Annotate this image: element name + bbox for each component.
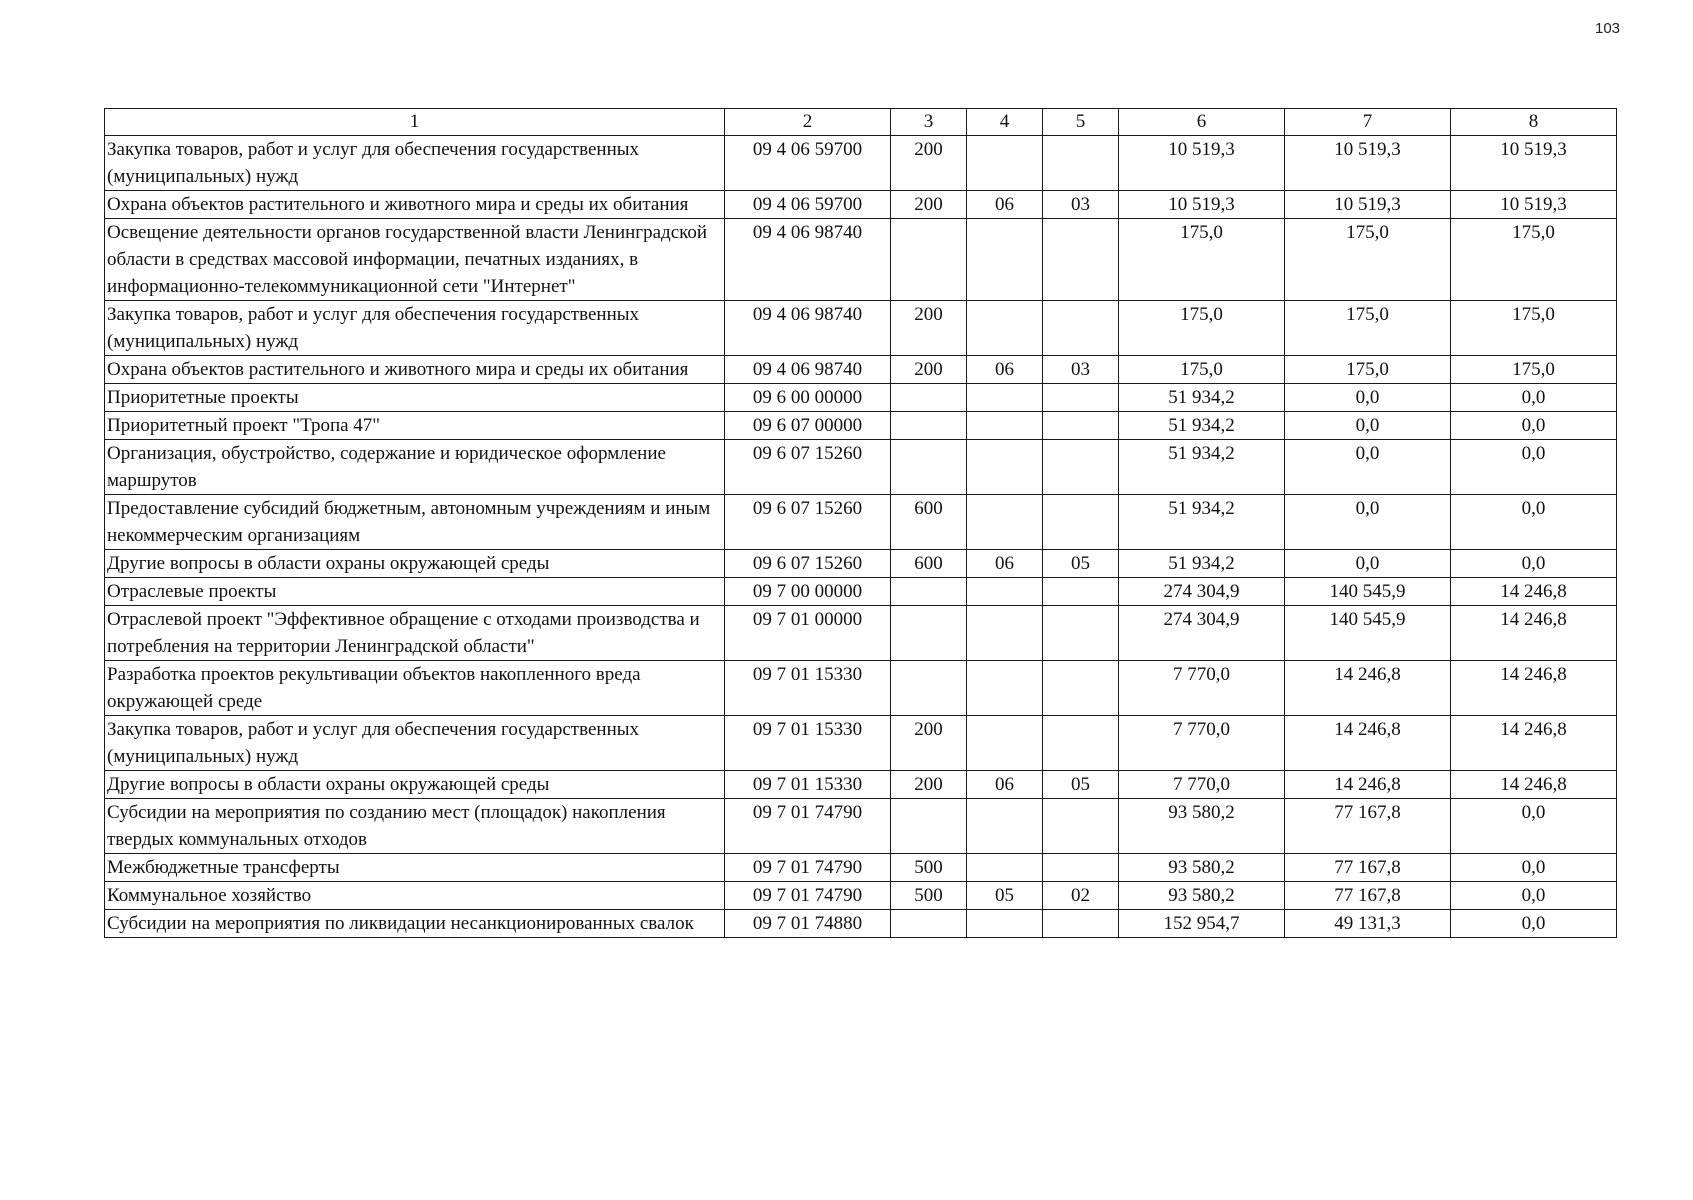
expense-type-cell: 200	[891, 771, 967, 799]
amount-year3-cell: 0,0	[1451, 440, 1617, 495]
subsection-cell	[1043, 219, 1119, 301]
row-name-cell: Отраслевые проекты	[105, 578, 725, 606]
table-row	[105, 882, 1617, 910]
table-row	[105, 495, 1617, 550]
subsection-cell	[1043, 716, 1119, 771]
amount-year3-cell: 0,0	[1451, 550, 1617, 578]
row-name-cell: Закупка товаров, работ и услуг для обеспечения государственных (муниципальных) нужд	[105, 301, 725, 356]
code-cell: 09 6 07 00000	[725, 412, 891, 440]
section-cell	[967, 301, 1043, 356]
row-name-cell: Охрана объектов растительного и животного мира и среды их обитания	[105, 191, 725, 219]
code-cell: 09 4 06 98740	[725, 219, 891, 301]
header-cell: 8	[1451, 109, 1617, 136]
amount-year3-cell: 0,0	[1451, 910, 1617, 938]
table-row	[105, 771, 1617, 799]
expense-type-cell	[891, 578, 967, 606]
expense-type-cell: 200	[891, 191, 967, 219]
amount-year1-cell: 51 934,2	[1119, 440, 1285, 495]
code-cell: 09 4 06 59700	[725, 191, 891, 219]
section-cell	[967, 578, 1043, 606]
amount-year1-cell: 51 934,2	[1119, 412, 1285, 440]
amount-year3-cell: 0,0	[1451, 799, 1617, 854]
row-name-cell: Коммунальное хозяйство	[105, 882, 725, 910]
amount-year2-cell: 10 519,3	[1285, 191, 1451, 219]
amount-year3-cell: 0,0	[1451, 384, 1617, 412]
subsection-cell	[1043, 661, 1119, 716]
row-name-cell: Предоставление субсидий бюджетным, автономным учреждениям и иным некоммерческим организациям	[105, 495, 725, 550]
amount-year1-cell: 7 770,0	[1119, 716, 1285, 771]
subsection-cell: 05	[1043, 550, 1119, 578]
table-row	[105, 412, 1617, 440]
section-cell	[967, 606, 1043, 661]
amount-year2-cell: 49 131,3	[1285, 910, 1451, 938]
expense-type-cell	[891, 799, 967, 854]
expense-type-cell	[891, 412, 967, 440]
amount-year2-cell: 0,0	[1285, 412, 1451, 440]
section-cell	[967, 384, 1043, 412]
amount-year1-cell: 10 519,3	[1119, 136, 1285, 191]
amount-year2-cell: 140 545,9	[1285, 606, 1451, 661]
table-row	[105, 910, 1617, 938]
amount-year3-cell: 14 246,8	[1451, 716, 1617, 771]
section-cell	[967, 854, 1043, 882]
header-cell: 1	[105, 109, 725, 136]
amount-year1-cell: 10 519,3	[1119, 191, 1285, 219]
amount-year3-cell: 175,0	[1451, 301, 1617, 356]
amount-year3-cell: 14 246,8	[1451, 771, 1617, 799]
amount-year3-cell: 10 519,3	[1451, 191, 1617, 219]
row-name-cell: Организация, обустройство, содержание и юридическое оформление маршрутов	[105, 440, 725, 495]
amount-year1-cell: 51 934,2	[1119, 495, 1285, 550]
amount-year1-cell: 274 304,9	[1119, 606, 1285, 661]
expense-type-cell: 500	[891, 854, 967, 882]
row-name-cell: Охрана объектов растительного и животного мира и среды их обитания	[105, 356, 725, 384]
expense-type-cell: 200	[891, 301, 967, 356]
code-cell: 09 7 01 74790	[725, 799, 891, 854]
code-cell: 09 6 07 15260	[725, 440, 891, 495]
subsection-cell	[1043, 854, 1119, 882]
section-cell	[967, 910, 1043, 938]
amount-year2-cell: 14 246,8	[1285, 771, 1451, 799]
amount-year3-cell: 175,0	[1451, 219, 1617, 301]
subsection-cell	[1043, 301, 1119, 356]
subsection-cell	[1043, 495, 1119, 550]
section-cell: 06	[967, 191, 1043, 219]
amount-year1-cell: 7 770,0	[1119, 771, 1285, 799]
subsection-cell	[1043, 578, 1119, 606]
subsection-cell: 05	[1043, 771, 1119, 799]
header-cell: 6	[1119, 109, 1285, 136]
amount-year3-cell: 14 246,8	[1451, 578, 1617, 606]
table-row	[105, 301, 1617, 356]
section-cell	[967, 799, 1043, 854]
row-name-cell: Субсидии на мероприятия по созданию мест (площадок) накопления твердых коммунальных отходов	[105, 799, 725, 854]
expense-type-cell: 200	[891, 356, 967, 384]
row-name-cell: Освещение деятельности органов государственной власти Ленинградской области в средствах массовой информации, печатных изданиях, в информационно-телекоммуникационной сети "Интернет"	[105, 219, 725, 301]
code-cell: 09 6 07 15260	[725, 550, 891, 578]
amount-year3-cell: 175,0	[1451, 356, 1617, 384]
row-name-cell: Отраслевой проект "Эффективное обращение с отходами производства и потребления на территории Ленинградской области"	[105, 606, 725, 661]
subsection-cell: 03	[1043, 356, 1119, 384]
subsection-cell	[1043, 412, 1119, 440]
table-row	[105, 578, 1617, 606]
amount-year2-cell: 14 246,8	[1285, 661, 1451, 716]
amount-year1-cell: 175,0	[1119, 356, 1285, 384]
section-cell: 06	[967, 771, 1043, 799]
amount-year2-cell: 77 167,8	[1285, 882, 1451, 910]
subsection-cell	[1043, 606, 1119, 661]
header-row	[105, 109, 1617, 136]
row-name-cell: Другие вопросы в области охраны окружающей среды	[105, 550, 725, 578]
header-cell: 5	[1043, 109, 1119, 136]
code-cell: 09 6 07 15260	[725, 495, 891, 550]
section-cell	[967, 661, 1043, 716]
amount-year3-cell: 14 246,8	[1451, 606, 1617, 661]
amount-year1-cell: 93 580,2	[1119, 882, 1285, 910]
amount-year2-cell: 0,0	[1285, 384, 1451, 412]
section-cell	[967, 495, 1043, 550]
expense-type-cell: 600	[891, 550, 967, 578]
code-cell: 09 7 01 74880	[725, 910, 891, 938]
code-cell: 09 7 01 15330	[725, 771, 891, 799]
amount-year3-cell: 10 519,3	[1451, 136, 1617, 191]
code-cell: 09 4 06 59700	[725, 136, 891, 191]
amount-year3-cell: 0,0	[1451, 854, 1617, 882]
expense-type-cell: 500	[891, 882, 967, 910]
table-row	[105, 799, 1617, 854]
section-cell	[967, 716, 1043, 771]
code-cell: 09 4 06 98740	[725, 356, 891, 384]
expense-type-cell	[891, 606, 967, 661]
row-name-cell: Другие вопросы в области охраны окружающей среды	[105, 771, 725, 799]
subsection-cell	[1043, 136, 1119, 191]
amount-year2-cell: 175,0	[1285, 301, 1451, 356]
subsection-cell: 03	[1043, 191, 1119, 219]
row-name-cell: Субсидии на мероприятия по ликвидации несанкционированных свалок	[105, 910, 725, 938]
section-cell	[967, 136, 1043, 191]
amount-year2-cell: 10 519,3	[1285, 136, 1451, 191]
subsection-cell: 02	[1043, 882, 1119, 910]
code-cell: 09 7 01 15330	[725, 661, 891, 716]
code-cell: 09 6 00 00000	[725, 384, 891, 412]
expense-type-cell	[891, 910, 967, 938]
row-name-cell: Разработка проектов рекультивации объектов накопленного вреда окружающей среде	[105, 661, 725, 716]
table-row	[105, 716, 1617, 771]
section-cell: 05	[967, 882, 1043, 910]
subsection-cell	[1043, 799, 1119, 854]
table-row	[105, 661, 1617, 716]
code-cell: 09 7 01 74790	[725, 854, 891, 882]
amount-year2-cell: 140 545,9	[1285, 578, 1451, 606]
page-number: 103	[1595, 20, 1621, 37]
table-row	[105, 550, 1617, 578]
amount-year1-cell: 152 954,7	[1119, 910, 1285, 938]
section-cell: 06	[967, 550, 1043, 578]
table-row	[105, 606, 1617, 661]
amount-year2-cell: 0,0	[1285, 495, 1451, 550]
table-row	[105, 384, 1617, 412]
amount-year2-cell: 0,0	[1285, 440, 1451, 495]
amount-year3-cell: 0,0	[1451, 495, 1617, 550]
table-body	[105, 136, 1617, 938]
subsection-cell	[1043, 440, 1119, 495]
header-cell: 2	[725, 109, 891, 136]
amount-year2-cell: 77 167,8	[1285, 854, 1451, 882]
amount-year2-cell: 14 246,8	[1285, 716, 1451, 771]
amount-year3-cell: 0,0	[1451, 412, 1617, 440]
subsection-cell	[1043, 910, 1119, 938]
section-cell	[967, 412, 1043, 440]
row-name-cell: Закупка товаров, работ и услуг для обеспечения государственных (муниципальных) нужд	[105, 136, 725, 191]
header-cell: 7	[1285, 109, 1451, 136]
amount-year2-cell: 77 167,8	[1285, 799, 1451, 854]
amount-year1-cell: 51 934,2	[1119, 550, 1285, 578]
amount-year1-cell: 175,0	[1119, 301, 1285, 356]
amount-year1-cell: 7 770,0	[1119, 661, 1285, 716]
header-cell: 3	[891, 109, 967, 136]
amount-year1-cell: 93 580,2	[1119, 799, 1285, 854]
expense-type-cell: 200	[891, 716, 967, 771]
table-row	[105, 356, 1617, 384]
amount-year1-cell: 51 934,2	[1119, 384, 1285, 412]
section-cell	[967, 440, 1043, 495]
table-row	[105, 136, 1617, 191]
amount-year2-cell: 175,0	[1285, 356, 1451, 384]
table-row	[105, 219, 1617, 301]
expense-type-cell: 200	[891, 136, 967, 191]
row-name-cell: Межбюджетные трансферты	[105, 854, 725, 882]
amount-year1-cell: 175,0	[1119, 219, 1285, 301]
amount-year2-cell: 0,0	[1285, 550, 1451, 578]
code-cell: 09 7 01 00000	[725, 606, 891, 661]
amount-year3-cell: 14 246,8	[1451, 661, 1617, 716]
code-cell: 09 7 01 15330	[725, 716, 891, 771]
subsection-cell	[1043, 384, 1119, 412]
table-row	[105, 191, 1617, 219]
amount-year2-cell: 175,0	[1285, 219, 1451, 301]
budget-table	[104, 108, 1617, 938]
table-row	[105, 854, 1617, 882]
code-cell: 09 7 01 74790	[725, 882, 891, 910]
code-cell: 09 7 00 00000	[725, 578, 891, 606]
amount-year3-cell: 0,0	[1451, 882, 1617, 910]
section-cell	[967, 219, 1043, 301]
row-name-cell: Приоритетные проекты	[105, 384, 725, 412]
code-cell: 09 4 06 98740	[725, 301, 891, 356]
amount-year1-cell: 274 304,9	[1119, 578, 1285, 606]
expense-type-cell	[891, 384, 967, 412]
section-cell: 06	[967, 356, 1043, 384]
row-name-cell: Закупка товаров, работ и услуг для обеспечения государственных (муниципальных) нужд	[105, 716, 725, 771]
row-name-cell: Приоритетный проект "Тропа 47"	[105, 412, 725, 440]
expense-type-cell: 600	[891, 495, 967, 550]
expense-type-cell	[891, 661, 967, 716]
header-cell: 4	[967, 109, 1043, 136]
expense-type-cell	[891, 219, 967, 301]
table-row	[105, 440, 1617, 495]
amount-year1-cell: 93 580,2	[1119, 854, 1285, 882]
expense-type-cell	[891, 440, 967, 495]
